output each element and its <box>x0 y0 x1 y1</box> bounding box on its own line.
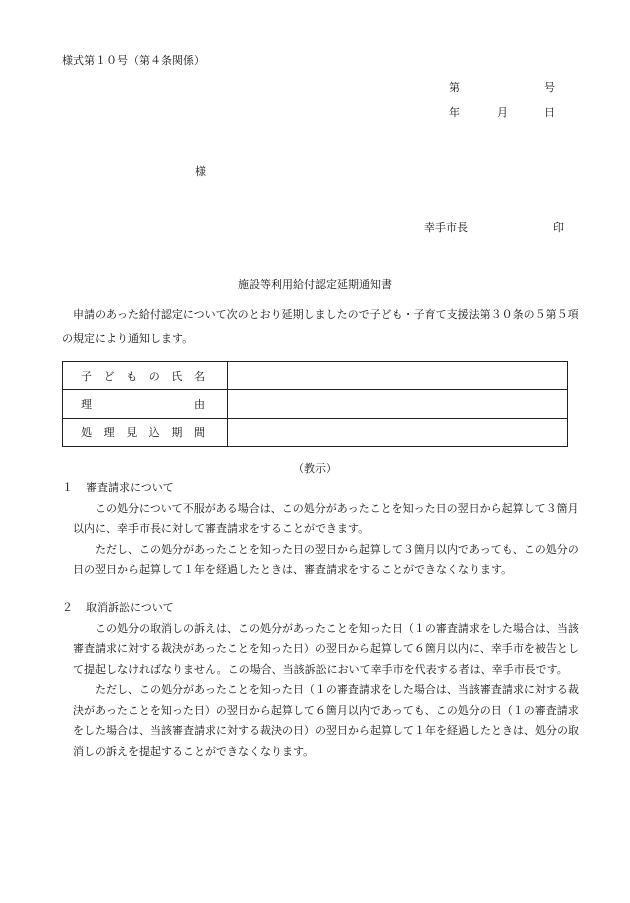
instruction-heading: （教示） <box>293 462 337 475</box>
recipient-suffix: 様 <box>195 165 206 178</box>
doc-no-prefix: 第 <box>449 81 460 94</box>
label-reason <box>63 390 228 418</box>
section-paragraph: ただし、この処分があったことを知った日の翌日から起算して３箇月以内であっても、この処分の日の翌日から起算して１年を経過したときは、審査請求をすることができなくなります。 <box>73 542 579 576</box>
label-char: ど <box>103 369 115 383</box>
label-char: 理 <box>81 397 92 411</box>
label-char: の <box>148 369 160 383</box>
section-paragraph: この処分の取消しの訴えは、この処分があったことを知った日（１の審査請求をした場合は、当該審査請求に対する裁決があったことを知った日）の翌日から起算して６箇月以内に、幸手市を被告として提起しなければなりません。この場合、当該訴訟において幸手市を代表する者は、幸手市長です。 <box>73 621 579 676</box>
form-number: 様式第１０号（第４条関係） <box>62 54 205 67</box>
label-char: 子 <box>81 369 92 383</box>
value-expected-period[interactable] <box>228 418 568 446</box>
section-title: 審査請求について <box>86 481 174 494</box>
label-char: 理 <box>103 426 115 440</box>
table-row-reason <box>63 390 568 418</box>
label-char: 由 <box>194 397 205 411</box>
label-child-name <box>63 362 228 390</box>
label-char: 氏 <box>171 369 183 383</box>
seal-mark: 印 <box>553 221 564 234</box>
info-table <box>62 361 568 447</box>
table-row-period <box>63 418 568 446</box>
value-child-name[interactable] <box>228 362 568 390</box>
section-title: 取消訴訟について <box>86 601 174 614</box>
document-title: 施設等利用給付認定延期通知書 <box>238 278 392 291</box>
label-char: 見 <box>126 426 138 440</box>
doc-no-suffix: 号 <box>544 81 555 94</box>
value-reason[interactable] <box>228 390 568 418</box>
section-appeal <box>62 478 582 581</box>
section-heading <box>62 478 582 499</box>
section-number: １ <box>62 481 73 494</box>
date-day-label: 日 <box>544 106 555 119</box>
label-char: 期 <box>171 426 183 440</box>
label-char: 間 <box>193 426 205 440</box>
table-row-child-name <box>63 362 568 390</box>
section-paragraph: この処分について不服がある場合は、この処分があったことを知った日の翌日から起算して３箇月以内に、幸手市長に対して審査請求をすることができます。 <box>73 501 579 535</box>
date-month-label: 月 <box>497 106 508 119</box>
intro-text: 申請のあった給付認定について次のとおり延期しましたので子ども・子育て支援法第３０条の５第５項の規定により通知します。 <box>62 308 579 345</box>
section-paragraph: ただし、この処分があったことを知った日（１の審査請求をした場合は、当該審査請求に対する裁決があったことを知った日）の翌日から起算して６箇月以内であっても、この処分の日（１の審査請求をした場合は、当該審査請求に対する裁決の日）の翌日から起算して１年を経過したときは、処分の取消しの訴えを提起することができなくなります。 <box>73 683 579 758</box>
section-lawsuit <box>62 598 582 762</box>
label-char: も <box>126 369 138 383</box>
section-heading <box>62 598 582 619</box>
issuer-name: 幸手市長 <box>424 221 468 234</box>
label-expected-period <box>63 418 228 446</box>
section-number: ２ <box>62 601 73 614</box>
label-char: 処 <box>81 426 92 440</box>
date-year-label: 年 <box>449 106 460 119</box>
label-char: 込 <box>148 426 160 440</box>
label-char: 名 <box>193 369 205 383</box>
